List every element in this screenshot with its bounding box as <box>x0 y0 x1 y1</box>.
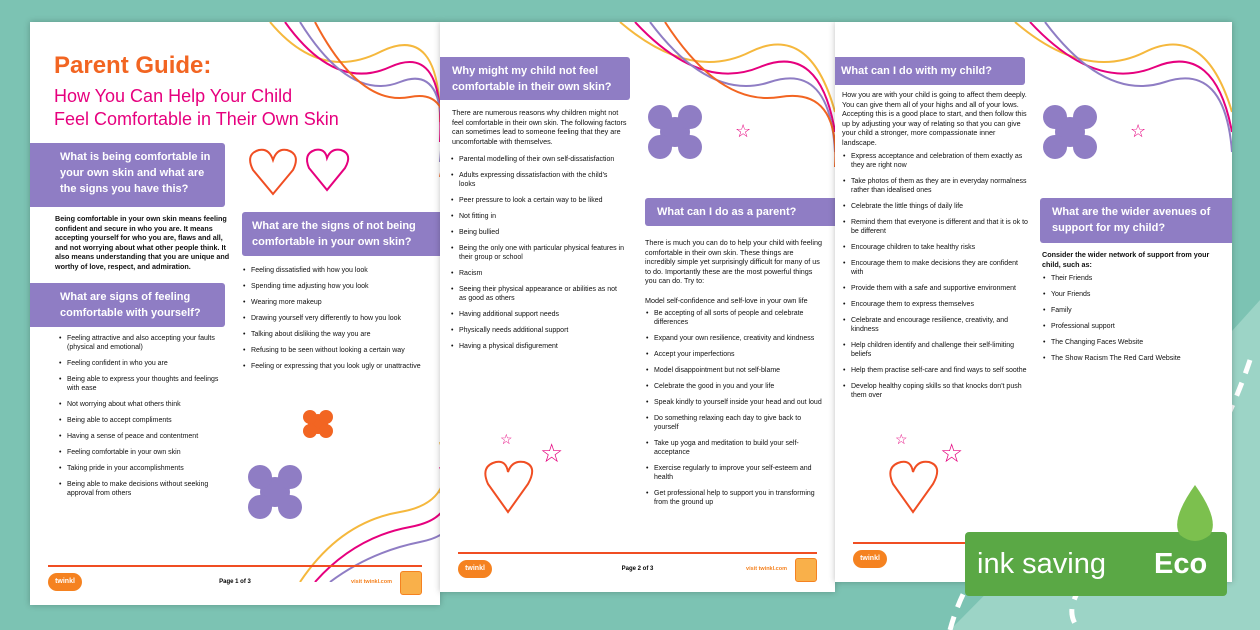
parent-actions-list <box>645 309 825 514</box>
child-actions-list <box>842 152 1032 407</box>
list-item: • Feeling attractive and also accepting your faults (physical and emotional) <box>58 334 228 352</box>
twinkl-badge-icon <box>400 571 422 595</box>
list-item: • Having a sense of peace and contentment <box>58 432 228 441</box>
flower-decoration <box>645 97 755 167</box>
twinkl-logo: twinkl <box>853 550 887 568</box>
list-item: • Having a physical disfigurement <box>450 342 625 351</box>
page-1 <box>30 22 440 605</box>
svg-text:☆: ☆ <box>500 431 513 447</box>
heart-icon <box>885 422 1005 522</box>
list-item: • Expand your own resilience, creativity and kindness <box>645 334 825 343</box>
list-item: • Not fitting in <box>450 212 625 221</box>
list-item: • Be accepting of all sorts of people and celebrate differences <box>645 309 825 327</box>
badge-label: ink saving <box>977 547 1106 580</box>
heart-icon <box>245 142 395 202</box>
svg-text:☆: ☆ <box>895 431 908 447</box>
page-number: Page 1 of 3 <box>219 579 251 585</box>
list-item: • Exercise regularly to improve your self-esteem and health <box>645 464 825 482</box>
list-item: • Encourage them to make decisions they are confident with <box>842 259 1032 277</box>
section-heading: What are the signs of not being comfortable in your own skin? <box>242 212 440 256</box>
page-number: Page 2 of 3 <box>621 566 654 572</box>
list-item: • Professional support <box>1042 322 1227 331</box>
list-item: • Do something relaxing each day to give back to yourself <box>645 414 825 432</box>
signs-list <box>58 334 228 505</box>
flower-decoration <box>1040 97 1150 167</box>
list-item: • Feeling comfortable in your own skin <box>58 448 228 457</box>
intro-text: Being comfortable in your own skin means feeling confident and secure in who you are. It means accepting yourself for who you are, flaws and all, and not worrying about what other people think. It also means understanding that you are unique and worthy of love, respect, and admiration. <box>55 214 230 271</box>
list-item: • The Changing Faces Website <box>1042 338 1227 347</box>
list-item: • Help them practise self-care and find ways to self soothe <box>842 366 1032 375</box>
list-item: • Express acceptance and celebration of them exactly as they are right now <box>842 152 1032 170</box>
list-item: • Talking about disliking the way you are <box>242 330 427 339</box>
intro-text: There is much you can do to help your child with feeling comfortable in their own skin. These things are incredibly simple yet surprisingly difficult for many of us to do. Importantly these are the most powerful things you can do. Try to: <box>645 238 822 286</box>
heart-icon <box>480 422 600 522</box>
divider <box>48 565 422 567</box>
leaf-drop-icon <box>1170 485 1220 545</box>
intro-text: Consider the wider network of support from your child, such as: <box>1042 250 1210 269</box>
intro-text: How you are with your child is going to affect them deeply. You can give them all of your highs and all of your lows. Accepting this is a good place to start, and then follow this up by adjusting your way of relating so that you can give your child a stronger, more compassionate inner landscape. <box>842 90 1027 147</box>
lead-text: Model self-confidence and self-love in your own life <box>645 296 808 305</box>
list-item: • Encourage them to express themselves <box>842 300 1032 309</box>
list-item: • Being able to express your thoughts and feelings with ease <box>58 375 228 393</box>
section-heading: What is being comfortable in your own skin and what are the signs you have this? <box>30 143 225 207</box>
list-item: • Celebrate and encourage resilience, creativity, and kindness <box>842 316 1032 334</box>
list-item: • Remind them that everyone is different and that it is ok to be different <box>842 218 1032 236</box>
list-item: • Being able to accept compliments <box>58 416 228 425</box>
list-item: • Model disappointment but not self-blame <box>645 366 825 375</box>
list-item: • Celebrate the good in you and your life <box>645 382 825 391</box>
visit-link[interactable]: visit twinkl.com <box>351 579 392 585</box>
list-item: • Physically needs additional support <box>450 326 625 335</box>
divider <box>458 552 817 554</box>
list-item: • Encourage children to take healthy risks <box>842 243 1032 252</box>
svg-text:☆: ☆ <box>1130 121 1147 141</box>
list-item: • Feeling confident in who you are <box>58 359 228 368</box>
not-comfortable-list <box>242 266 427 378</box>
list-item: • Feeling or expressing that you look ugly or unattractive <box>242 362 427 371</box>
list-item: • Taking pride in your accomplishments <box>58 464 228 473</box>
section-heading: What can I do as a parent? <box>645 198 835 226</box>
svg-text:☆: ☆ <box>940 438 964 468</box>
list-item: • Celebrate the little things of daily life <box>842 202 1032 211</box>
list-item: • Being bullied <box>450 228 625 237</box>
list-item: • Being the only one with particular physical features in their group or school <box>450 244 625 262</box>
list-item: • Adults expressing dissatisfaction with the child's looks <box>450 171 625 189</box>
list-item: • Wearing more makeup <box>242 298 427 307</box>
visit-link[interactable]: visit twinkl.com <box>746 566 787 572</box>
list-item: • Get professional help to support you in transforming from the ground up <box>645 489 825 507</box>
list-item: • Parental modelling of their own self-dissatisfaction <box>450 155 625 164</box>
list-item: • Provide them with a safe and supportive environment <box>842 284 1032 293</box>
page-footer <box>30 565 440 605</box>
page-title: Parent Guide: <box>54 52 212 79</box>
list-item: • Drawing yourself very differently to how you look <box>242 314 427 323</box>
star-icon: ☆ <box>1190 431 1226 475</box>
list-item: • Feeling dissatisfied with how you look <box>242 266 427 275</box>
list-item: • Having additional support needs <box>450 310 625 319</box>
list-item: • Refusing to be seen without looking a certain way <box>242 346 427 355</box>
reasons-list <box>450 155 625 358</box>
section-heading: Why might my child not feel comfortable in their own skin? <box>440 57 630 100</box>
page-subtitle <box>54 85 339 131</box>
flower-decoration <box>230 382 440 582</box>
svg-text:☆: ☆ <box>540 438 564 468</box>
section-heading: What are the wider avenues of support for my child? <box>1040 198 1232 243</box>
list-item: • Speak kindly to yourself inside your head and out loud <box>645 398 825 407</box>
list-item: • Accept your imperfections <box>645 350 825 359</box>
svg-text:☆: ☆ <box>735 121 752 141</box>
list-item: • Your Friends <box>1042 290 1227 299</box>
list-item: • Being able to make decisions without seeking approval from others <box>58 480 228 498</box>
list-item: • The Show Racism The Red Card Website <box>1042 354 1227 363</box>
subtitle-line: Feel Comfortable in Their Own Skin <box>54 109 339 129</box>
page-2 <box>440 22 835 592</box>
list-item: • Take up yoga and meditation to build your self-acceptance <box>645 439 825 457</box>
subtitle-line: How You Can Help Your Child <box>54 86 293 106</box>
eco-label: Eco <box>1154 547 1208 580</box>
list-item: • Help children identify and challenge their self-limiting beliefs <box>842 341 1032 359</box>
list-item: • Seeing their physical appearance or abilities as not as good as others <box>450 285 625 303</box>
section-heading: What are signs of feeling comfortable with yourself? <box>30 283 225 327</box>
list-item: • Racism <box>450 269 625 278</box>
star-icon: ☆ <box>1170 351 1206 395</box>
list-item: • Peer pressure to look a certain way to be liked <box>450 196 625 205</box>
page-footer <box>440 552 835 592</box>
list-item: • Spending time adjusting how you look <box>242 282 427 291</box>
section-heading: What can I do with my child? <box>835 57 1025 85</box>
twinkl-logo: twinkl <box>48 573 82 591</box>
twinkl-badge-icon <box>795 558 817 582</box>
list-item: • Family <box>1042 306 1227 315</box>
list-item: • Their Friends <box>1042 274 1227 283</box>
star-icon: ☆ <box>1135 426 1166 464</box>
list-item: • Not worrying about what others think <box>58 400 228 409</box>
twinkl-logo: twinkl <box>458 560 492 578</box>
intro-text: There are numerous reasons why children might not feel comfortable in their own skin. The following factors can sometimes lead to someone feeling that they are uncomfortable with themselves. <box>452 108 627 146</box>
list-item: • Develop healthy coping skills so that knocks don't push them over <box>842 382 1032 400</box>
list-item: • Take photos of them as they are in everyday normalness rather than idealised ones <box>842 177 1032 195</box>
